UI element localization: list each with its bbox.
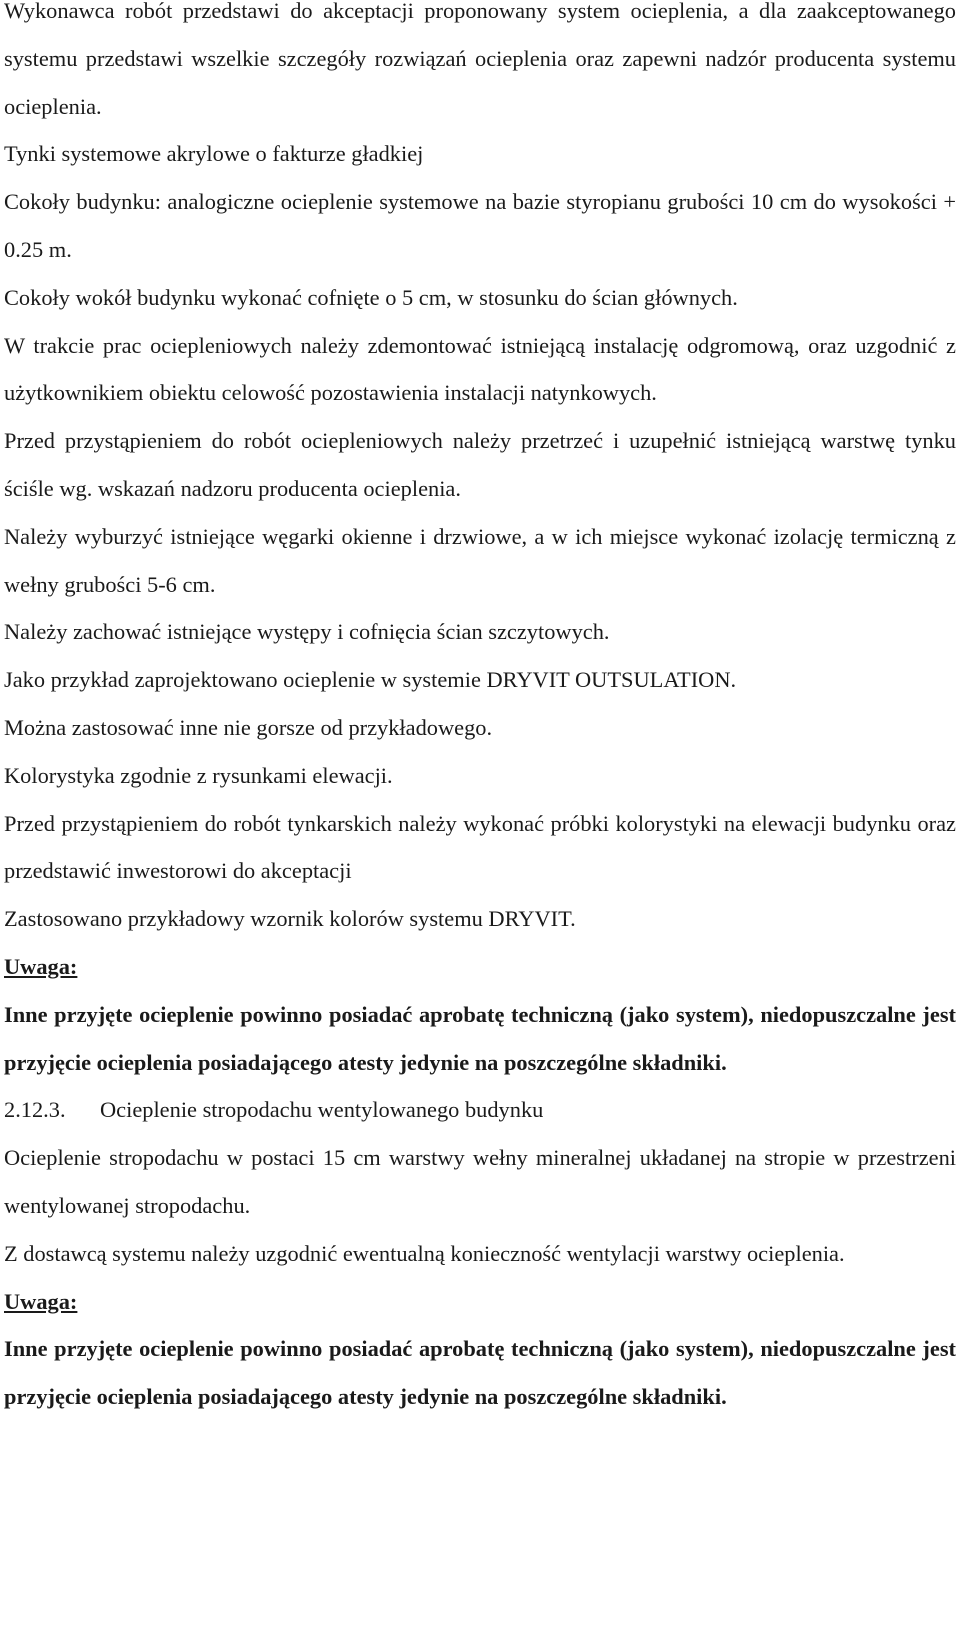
paragraph-color-samples: Przed przystąpieniem do robót tynkarskich należy wykonać próbki kolorystyki na elewacji budynku oraz przedstawić inwestorowi do akceptacji: [4, 810, 956, 884]
paragraph-ventilation: Z dostawcą systemu należy uzgodnić ewentualną konieczność wentylacji warstwy ocieplenia.: [4, 1240, 845, 1266]
section-heading: [4, 1086, 956, 1134]
paragraph-alternative-allowed: Można zastosować inne nie gorsze od przykładowego.: [4, 714, 493, 740]
note-label-2: Uwaga:: [4, 1288, 78, 1314]
paragraph-system-acceptance: Wykonawca robót przedstawi do akceptacji proponowany system ocieplenia, a dla zaakceptowanego systemu przedstawi wszelkie szczegóły rozwiązań ocieplenia oraz zapewni nadzór producenta systemu ocieplenia.: [4, 0, 956, 119]
document-body: [4, 0, 960, 1421]
paragraph-color-scheme: Kolorystyka zgodnie z rysunkami elewacji.: [4, 762, 393, 788]
paragraph-plaster-repair: Przed przystąpieniem do robót ociepleniowych należy przetrzeć i uzupełnić istniejącą warstwę tynku ściśle wg. wskazań nadzoru producenta ocieplenia.: [4, 428, 956, 501]
note-text: Inne przyjęte ocieplenie powinno posiadać aprobatę techniczną (jako system), niedopuszczalne jest przyjęcie ocieplenia posiadającego atesty jedynie na poszczególne składniki.: [4, 1001, 956, 1075]
section-number: 2.12.3.: [4, 1097, 66, 1123]
note-text-2: Inne przyjęte ocieplenie powinno posiadać aprobatę techniczną (jako system), niedopuszczalne jest przyjęcie ocieplenia posiadającego atesty jedynie na poszczególne składniki.: [4, 1336, 956, 1410]
note-label: Uwaga:: [4, 953, 78, 979]
paragraph-plinth-insulation: Cokoły budynku: analogiczne ocieplenie systemowe na bazie styropianu grubości 10 cm do wysokości + 0.25 m.: [4, 189, 956, 262]
paragraph-plaster-type: Tynki systemowe akrylowe o fakturze gładkiej: [4, 141, 424, 167]
paragraph-window-reveals: Należy wyburzyć istniejące węgarki okienne i drzwiowe, a w ich miejsce wykonać izolację termiczną z wełny grubości 5-6 cm.: [4, 523, 956, 597]
paragraph-lightning-installation: W trakcie prac ociepleniowych należy zdemontować istniejącą instalację odgromową, oraz uzgodnić z użytkownikiem obiektu celowość pozostawienia instalacji natynkowych.: [4, 332, 956, 406]
paragraph-roof-insulation: Ocieplenie stropodachu w postaci 15 cm warstwy wełny mineralnej układanej na stropie w przestrzeni wentylowanej stropodachu.: [4, 1145, 956, 1218]
paragraph-color-chart: Zastosowano przykładowy wzornik kolorów systemu DRYVIT.: [4, 906, 576, 932]
paragraph-gable-projections: Należy zachować istniejące występy i cofnięcia ścian szczytowych.: [4, 619, 610, 645]
paragraph-plinth-offset: Cokoły wokół budynku wykonać cofnięte o 5 cm, w stosunku do ścian głównych.: [4, 284, 738, 310]
paragraph-dryvit-example: Jako przykład zaprojektowano ocieplenie w systemie DRYVIT OUTSULATION.: [4, 667, 737, 693]
section-title: Ocieplenie stropodachu wentylowanego budynku: [100, 1097, 544, 1123]
